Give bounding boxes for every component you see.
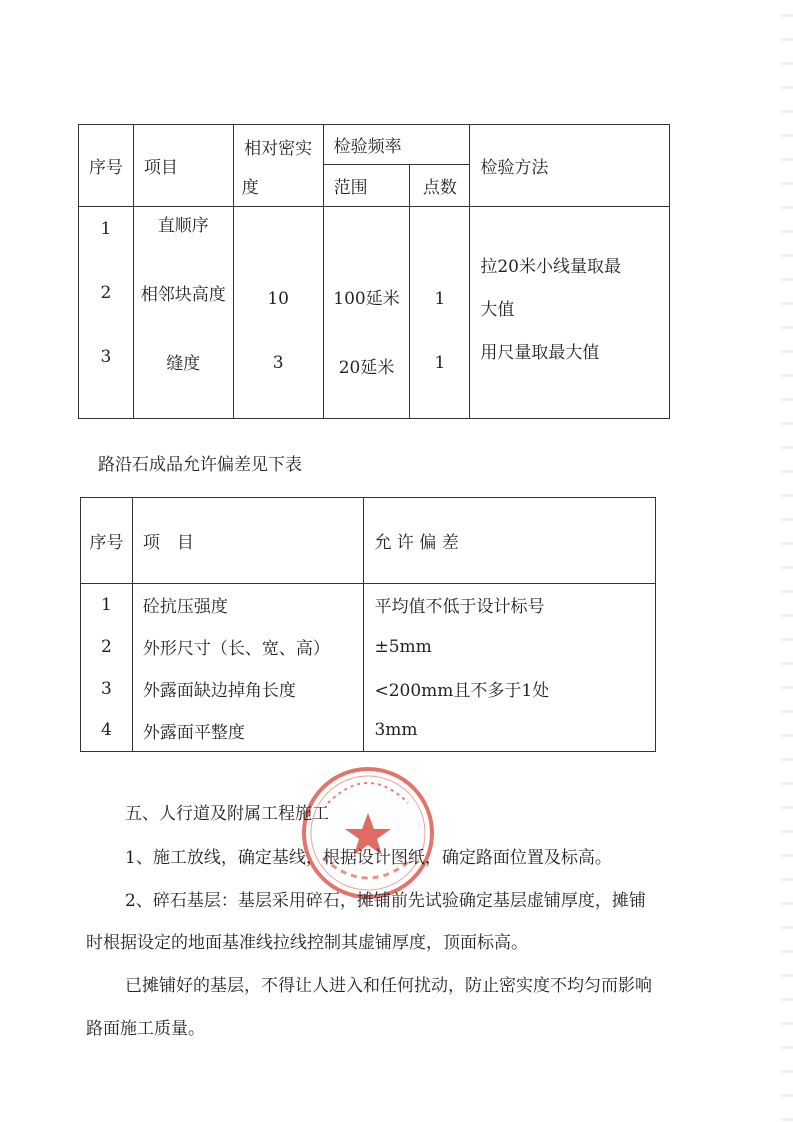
t2-header-tolerance: 允 许 偏 差: [364, 498, 656, 584]
company-seal: [298, 763, 438, 903]
range-2: 100延米: [333, 288, 400, 309]
paragraph-2: 2、碎石基层：基层采用碎石，摊铺前先试验确定基层虚铺厚度，摊铺: [125, 891, 646, 911]
paragraph-3-cont: 路面施工质量。: [86, 1019, 205, 1039]
item-1: 直顺序: [157, 216, 209, 236]
page-edge: [781, 0, 793, 1122]
paragraph-1: 1、施工放线，确定基线，根据设计图纸，确定路面位置及标高。: [125, 848, 612, 868]
section-title: 五、人行道及附属工程施工: [125, 804, 329, 824]
item-column: [133, 207, 233, 419]
header-density: [233, 125, 323, 207]
density-column: [233, 207, 323, 419]
t2-tolerance: <200mm且不多于1处: [364, 668, 656, 710]
header-points: 点数: [410, 165, 470, 207]
method-line-2: 大值: [480, 300, 515, 320]
item-3: 缝度: [166, 354, 201, 374]
range-column: [323, 207, 410, 419]
method-line-1: 拉20米小线量取最: [480, 257, 621, 277]
paragraph-2-cont: 时根据设定的地面基准线拉线控制其虚铺厚度，顶面标高。: [86, 933, 528, 953]
t2-header-seq: 序号: [81, 498, 133, 584]
header-density-line1: 相对密实: [244, 138, 313, 159]
points-column: [410, 207, 470, 419]
item-2: 相邻块高度: [140, 285, 226, 305]
t2-tolerance: 3mm: [364, 710, 656, 752]
t2-tolerance: 平均值不低于设计标号: [364, 584, 656, 626]
seq-2: 2: [100, 282, 112, 303]
header-density-line2: 度: [241, 177, 259, 198]
density-2: 10: [267, 288, 289, 309]
t2-item: 外形尺寸（长、宽、高）: [132, 626, 364, 668]
t2-seq: 1: [81, 584, 133, 626]
t2-seq: 2: [81, 626, 133, 668]
seq-column: [79, 207, 134, 419]
t2-seq: 4: [81, 710, 133, 752]
points-2: 1: [434, 288, 446, 309]
paragraph-3: 已摊铺好的基层，不得让人进入和任何扰动，防止密实度不均匀而影响: [125, 976, 652, 996]
tolerance-table: [80, 497, 656, 752]
header-range: 范围: [323, 165, 410, 207]
header-seq: 序号: [79, 125, 134, 207]
seq-1: 1: [100, 218, 112, 239]
inspection-table: [78, 124, 670, 419]
t2-seq: 3: [81, 668, 133, 710]
t2-item: 外露面缺边掉角长度: [132, 668, 364, 710]
header-method: 检验方法: [470, 125, 670, 207]
table2-caption: 路沿石成品允许偏差见下表: [98, 455, 302, 475]
header-item: 项目: [133, 125, 233, 207]
method-line-3: 用尺量取最大值: [480, 343, 600, 363]
density-3: 3: [272, 352, 284, 373]
t2-item: 外露面平整度: [132, 710, 364, 752]
header-frequency: 检验频率: [323, 125, 470, 165]
points-3: 1: [434, 352, 446, 373]
seq-3: 3: [100, 346, 112, 367]
t2-item: 砼抗压强度: [132, 584, 364, 626]
range-3: 20延米: [338, 357, 395, 378]
method-column: [470, 207, 670, 419]
t2-tolerance: ±5mm: [364, 626, 656, 668]
t2-header-item: 项 目: [132, 498, 364, 584]
